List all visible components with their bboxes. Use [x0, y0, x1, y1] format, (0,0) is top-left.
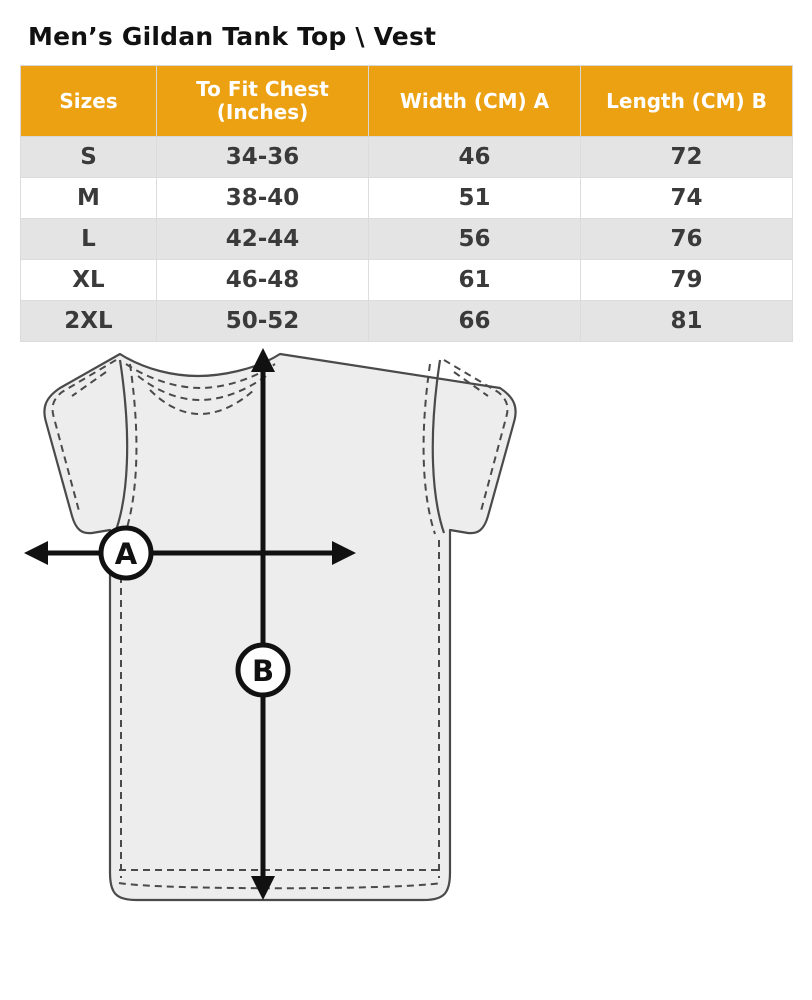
- cell-length: 72: [581, 137, 793, 178]
- cell-width: 66: [369, 301, 581, 342]
- page-title: Men’s Gildan Tank Top \ Vest: [28, 22, 437, 51]
- table-row: [21, 178, 793, 219]
- cell-size: L: [21, 219, 157, 260]
- table-row: [21, 137, 793, 178]
- column-header-length: Length (CM) B: [581, 66, 793, 137]
- table-row: [21, 301, 793, 342]
- column-header-sizes: Sizes: [21, 66, 157, 137]
- tank-top-illustration: [44, 354, 515, 900]
- table-row: [21, 219, 793, 260]
- width-marker-label: A: [114, 537, 138, 571]
- cell-chest: 50-52: [157, 301, 369, 342]
- cell-width: 56: [369, 219, 581, 260]
- cell-length: 79: [581, 260, 793, 301]
- cell-size: S: [21, 137, 157, 178]
- table-row: [21, 260, 793, 301]
- cell-size: XL: [21, 260, 157, 301]
- cell-size: M: [21, 178, 157, 219]
- cell-length: 74: [581, 178, 793, 219]
- size-chart-table: [20, 65, 793, 342]
- cell-width: 46: [369, 137, 581, 178]
- cell-width: 61: [369, 260, 581, 301]
- cell-width: 51: [369, 178, 581, 219]
- cell-length: 76: [581, 219, 793, 260]
- cell-length: 81: [581, 301, 793, 342]
- cell-chest: 42-44: [157, 219, 369, 260]
- table-header-row: [21, 66, 793, 137]
- cell-chest: 38-40: [157, 178, 369, 219]
- length-marker-b: [238, 645, 288, 695]
- cell-size: 2XL: [21, 301, 157, 342]
- cell-chest: 46-48: [157, 260, 369, 301]
- width-marker-a: [101, 528, 151, 578]
- cell-chest: 34-36: [157, 137, 369, 178]
- garment-diagram: [20, 348, 792, 918]
- length-marker-label: B: [251, 654, 275, 688]
- column-header-chest: To Fit Chest (Inches): [157, 66, 369, 137]
- column-header-width: Width (CM) A: [369, 66, 581, 137]
